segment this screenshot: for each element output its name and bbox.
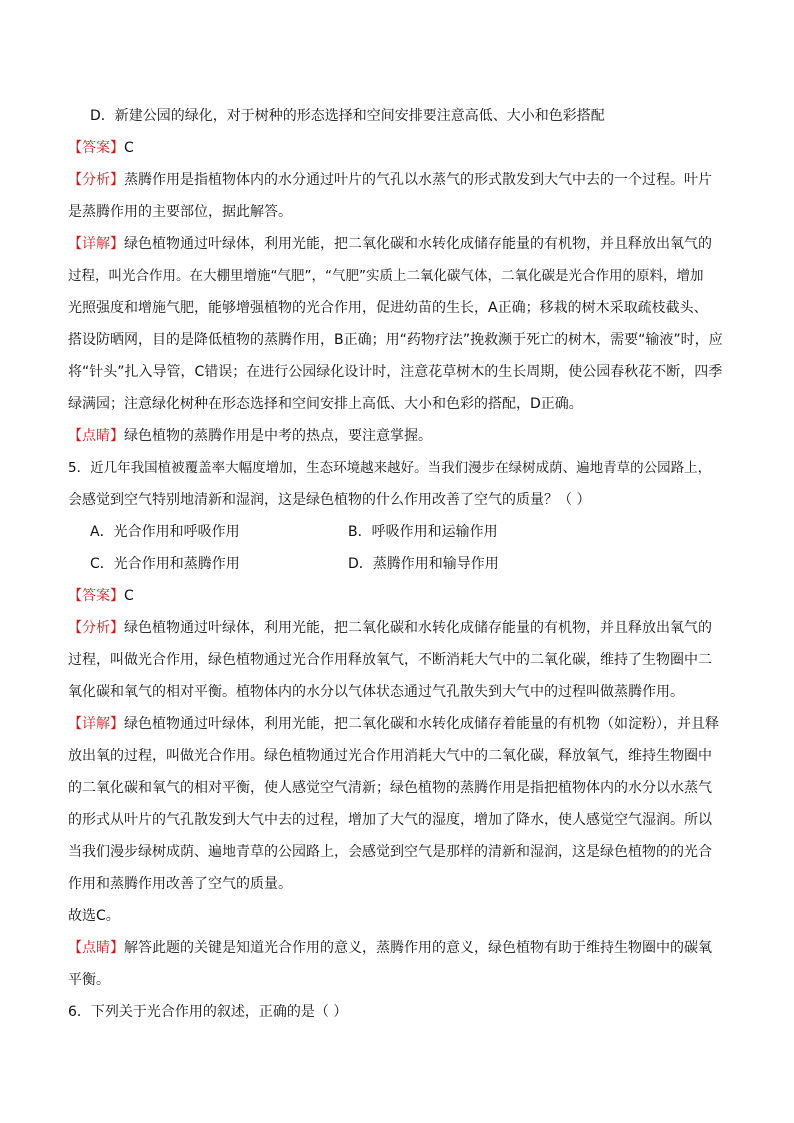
q4-comment bbox=[68, 420, 724, 452]
q5-detail-line-1 bbox=[68, 708, 724, 740]
q5-option-b: B．呼吸作用和运输作用 bbox=[348, 524, 498, 540]
q5-conclusion: 故选C。 bbox=[68, 908, 120, 924]
q5-options-row-2 bbox=[68, 548, 724, 580]
q5-answer bbox=[68, 580, 724, 612]
q5-analysis-line-1 bbox=[68, 612, 724, 644]
q4-detail-line-5: 将“针头”扎入导管，C错误；在进行公园绿化设计时，注意花草树木的生长周期，使公园春秋花不断，四季 bbox=[68, 364, 723, 380]
answer-tag: 【答案】 bbox=[68, 588, 124, 604]
analysis-text: 绿色植物通过叶绿体，利用光能，把二氧化碳和水转化成储存能量的有机物，并且释放出氧气的 bbox=[124, 620, 712, 636]
q4-option-d: D．新建公园的绿化，对于树种的形态选择和空间安排要注意高低、大小和色彩搭配 bbox=[90, 108, 605, 124]
document-content bbox=[68, 100, 724, 1028]
q5-detail-line-5: 当我们漫步绿树成荫、遍地青草的公园路上，会感觉到空气是那样的清新和湿润，这是绿色植物的的光合 bbox=[68, 844, 712, 860]
answer-value: C bbox=[124, 588, 134, 604]
q5-detail-line-4: 的形式从叶片的气孔散发到大气中去的过程，增加了大气的湿度，增加了降水，使人感觉空气湿润。所以 bbox=[68, 812, 712, 828]
q5-analysis-line-2: 过程，叫做光合作用，绿色植物通过光合作用释放氧气，不断消耗大气中的二氧化碳，维持了生物圈中二 bbox=[68, 652, 712, 668]
q4-detail-line-6: 绿满园；注意绿化树种在形态选择和空间安排上高低、大小和色彩的搭配，D正确。 bbox=[68, 396, 583, 412]
detail-text: 绿色植物通过叶绿体，利用光能，把二氧化碳和水转化成储存着能量的有机物（如淀粉），并且释 bbox=[124, 716, 719, 732]
q4-detail-line-3: 光照强度和增施气肥，能够增强植物的光合作用，促进幼苗的生长，A正确；移栽的树木采取疏枝截头、 bbox=[68, 300, 708, 316]
q5-stem-line-1: 5．近几年我国植被覆盖率大幅度增加，生态环境越来越好。当我们漫步在绿树成荫、遍地青草的公园路上， bbox=[68, 460, 712, 476]
q5-options-row-1 bbox=[68, 516, 724, 548]
q5-comment-line-2: 平衡。 bbox=[68, 972, 110, 988]
comment-tag: 【点睛】 bbox=[68, 940, 124, 956]
analysis-tag: 【分析】 bbox=[68, 620, 124, 636]
q6-stem: 6．下列关于光合作用的叙述，正确的是（ ） bbox=[68, 1004, 348, 1020]
q5-comment-line-1 bbox=[68, 932, 724, 964]
detail-tag: 【详解】 bbox=[68, 716, 124, 732]
comment-tag: 【点睛】 bbox=[68, 428, 124, 444]
q5-detail-line-3: 的二氧化碳和氧气的相对平衡，使人感觉空气清新；绿色植物的蒸腾作用是指把植物体内的水分以水蒸气 bbox=[68, 780, 712, 796]
q5-detail-line-2: 放出氧的过程，叫做光合作用。绿色植物通过光合作用消耗大气中的二氧化碳，释放氧气，维持生物圈中 bbox=[68, 748, 712, 764]
q5-option-c: C．光合作用和蒸腾作用 bbox=[90, 556, 240, 572]
answer-tag: 【答案】 bbox=[68, 140, 124, 156]
analysis-text: 蒸腾作用是指植物体内的水分通过叶片的气孔以水蒸气的形式散发到大气中去的一个过程。叶片 bbox=[124, 172, 712, 188]
detail-tag: 【详解】 bbox=[68, 236, 124, 252]
q5-analysis-line-3: 氧化碳和氧气的相对平衡。植物体内的水分以气体状态通过气孔散失到大气中的过程叫做蒸腾作用。 bbox=[68, 684, 684, 700]
answer-value: C bbox=[124, 140, 134, 156]
q5-option-d: D．蒸腾作用和输导作用 bbox=[348, 556, 499, 572]
comment-text: 解答此题的关键是知道光合作用的意义，蒸腾作用的意义，绿色植物有助于维持生物圈中的碳氧 bbox=[124, 940, 712, 956]
analysis-tag: 【分析】 bbox=[68, 172, 124, 188]
q4-answer bbox=[68, 132, 724, 164]
q5-option-a: A．光合作用和呼吸作用 bbox=[90, 524, 240, 540]
q4-analysis-line-2: 是蒸腾作用的主要部位，据此解答。 bbox=[68, 204, 292, 220]
q4-detail-line-4: 搭设防晒网，目的是降低植物的蒸腾作用，B正确；用“药物疗法”挽救濒于死亡的树木，需要“输液”时，应 bbox=[68, 332, 723, 348]
q4-detail-line-2: 过程，叫光合作用。在大棚里增施“气肥”，“气肥”实质上二氧化碳气体，二氧化碳是光合作用的原料，增加 bbox=[68, 268, 704, 284]
q4-detail-line-1 bbox=[68, 228, 724, 260]
detail-text: 绿色植物通过叶绿体，利用光能，把二氧化碳和水转化成储存能量的有机物，并且释放出氧气的 bbox=[124, 236, 712, 252]
q5-detail-line-6: 作用和蒸腾作用改善了空气的质量。 bbox=[68, 876, 292, 892]
q4-analysis-line-1 bbox=[68, 164, 724, 196]
comment-text: 绿色植物的蒸腾作用是中考的热点，要注意掌握。 bbox=[124, 428, 432, 444]
q5-stem-line-2: 会感觉到空气特别地清新和湿润，这是绿色植物的什么作用改善了空气的质量？（ ） bbox=[68, 492, 591, 508]
